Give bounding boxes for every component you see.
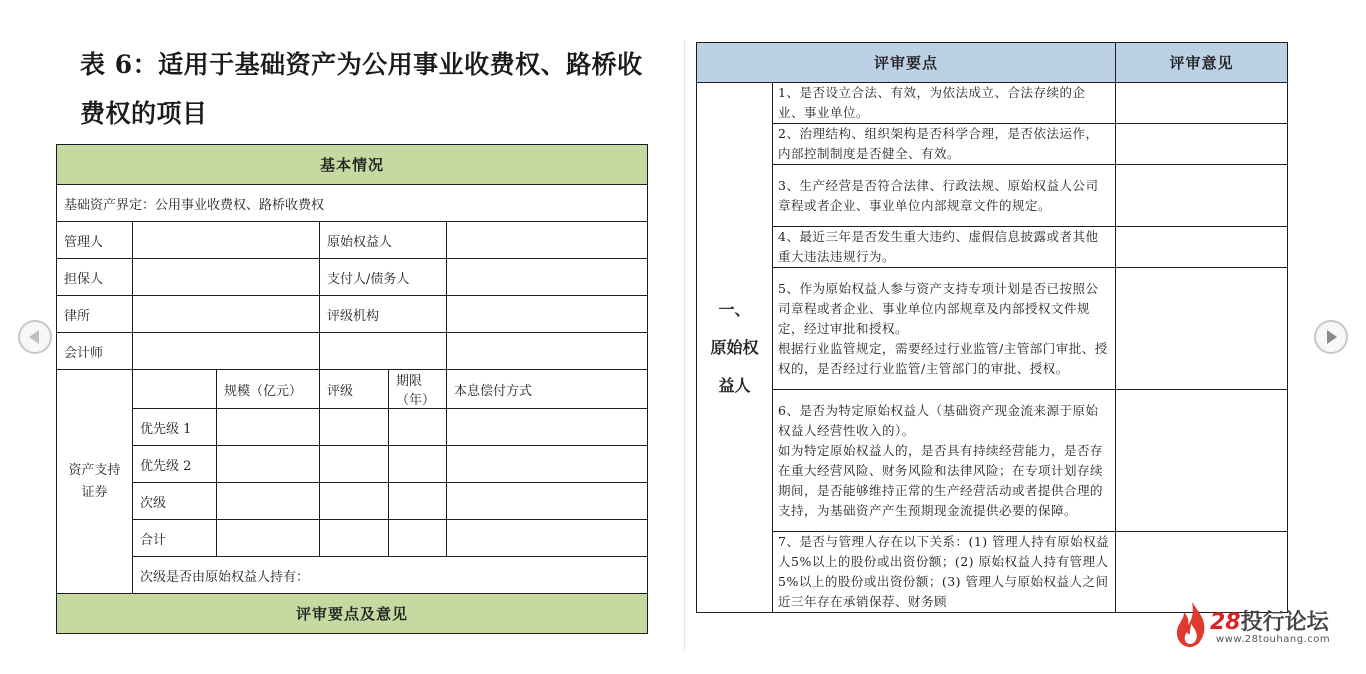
table-row [697, 165, 1288, 227]
tranche-header-blank [133, 370, 217, 409]
cell [447, 409, 648, 446]
column-header: 本息偿付方式 [447, 370, 648, 409]
category-original-rights-holder [697, 83, 773, 613]
party-value [133, 296, 320, 333]
prev-page-button[interactable] [18, 320, 52, 354]
category-line: 一、 [718, 299, 751, 319]
opinion-cell [1116, 165, 1288, 227]
cell [447, 520, 648, 557]
party-value [133, 333, 320, 370]
logo-url: www.28touhang.com [1216, 634, 1331, 645]
cell [320, 409, 389, 446]
cell [447, 483, 648, 520]
chevron-right-icon [1316, 322, 1346, 352]
logo-name: 投行论坛 [1240, 610, 1329, 635]
party-label: 律所 [57, 296, 133, 333]
opinion-cell [1116, 268, 1288, 390]
logo-wordmark [1210, 605, 1329, 636]
cell [320, 520, 389, 557]
table-row [697, 83, 1288, 124]
column-header: 规模（亿元） [217, 370, 320, 409]
page-title [80, 40, 670, 138]
review-item: 3、生产经营是否符合法律、行政法规、原始权益人公司章程或者企业、事业单位内部规章文件的规定。 [773, 165, 1116, 227]
subordinated-note: 次级是否由原始权益人持有： [133, 557, 648, 594]
cell [217, 446, 320, 483]
securities-label: 资产支持证券 [57, 370, 133, 594]
party-label: 会计师 [57, 333, 133, 370]
party-value [447, 222, 648, 259]
next-page-button[interactable] [1314, 320, 1348, 354]
logo-number: 28 [1210, 610, 1241, 635]
title-line-2: 费权的项目 [80, 99, 208, 128]
party-value [133, 222, 320, 259]
basic-info-header: 基本情况 [57, 145, 648, 185]
table-row [57, 520, 648, 557]
party-label: 支付人/债务人 [320, 259, 447, 296]
tranche-label: 优先级 2 [133, 446, 217, 483]
table-row [57, 446, 648, 483]
cell [389, 409, 447, 446]
category-line: 原始权 [710, 337, 759, 357]
review-points-header: 评审要点 [697, 43, 1116, 83]
category-line: 益人 [718, 375, 751, 395]
cell [320, 446, 389, 483]
review-item: 5、作为原始权益人参与资产支持专项计划是否已按照公司章程或者企业、事业单位内部规章及内部授权文件规定，经过审批和授权。 根据行业监管规定，需要经过行业监管/主管部门审批、授权的，是否经过行业监管/主管部门的审批、授权。 [773, 268, 1116, 390]
party-label: 管理人 [57, 222, 133, 259]
party-value [447, 259, 648, 296]
cell [320, 483, 389, 520]
flame-icon [1172, 600, 1212, 650]
cell [217, 520, 320, 557]
cell [389, 520, 447, 557]
column-header: 评级 [320, 370, 389, 409]
table-row [697, 227, 1288, 268]
site-logo[interactable] [1172, 600, 1347, 650]
title-line-1: 表 6：适用于基础资产为公用事业收费权、路桥收 [80, 50, 643, 79]
chevron-left-icon [20, 322, 50, 352]
table-row [57, 409, 648, 446]
table-row [57, 259, 648, 296]
table-row [57, 333, 648, 370]
review-item: 6、是否为特定原始权益人（基础资产现金流来源于原始权益人经营性收入的）。 如为特定原始权益人的，是否具有持续经营能力，是否存在重大经营风险、财务风险和法律风险；在专项计划存续期间，是否能够维持正常的生产经营活动或者提供合理的支持，为基础资产产生预期现金流提供必要的保障。 [773, 390, 1116, 532]
review-item: 1、是否设立合法、有效，为依法成立、合法存续的企业、事业单位。 [773, 83, 1116, 124]
table-row [57, 557, 648, 594]
table-row [697, 390, 1288, 532]
party-label: 原始权益人 [320, 222, 447, 259]
opinion-cell [1116, 227, 1288, 268]
tranche-label: 次级 [133, 483, 217, 520]
cell [217, 483, 320, 520]
party-label: 评级机构 [320, 296, 447, 333]
opinion-cell [1116, 390, 1288, 532]
party-value [447, 296, 648, 333]
review-item: 7、是否与管理人存在以下关系：(1) 管理人持有原始权益人5%以上的股份或出资份额；(2) 原始权益人持有管理人5%以上的股份或出资份额；(3) 管理人与原始权益人之间近三年存在承销保荐、财务顾 [773, 532, 1116, 613]
table-row [697, 268, 1288, 390]
cell [389, 446, 447, 483]
party-value [133, 259, 320, 296]
page-divider [684, 40, 685, 650]
tranche-label: 合计 [133, 520, 217, 557]
cell [447, 446, 648, 483]
review-item: 4、最近三年是否发生重大违约、虚假信息披露或者其他重大违法违规行为。 [773, 227, 1116, 268]
party-label [320, 333, 447, 370]
review-points-footer: 评审要点及意见 [57, 594, 648, 634]
table-row [57, 483, 648, 520]
opinion-cell [1116, 124, 1288, 165]
table-row [57, 222, 648, 259]
column-header: 期限（年） [389, 370, 447, 409]
review-points-table [696, 42, 1288, 613]
opinion-cell [1116, 83, 1288, 124]
basic-info-table [56, 144, 648, 634]
table-row [697, 124, 1288, 165]
cell [389, 483, 447, 520]
tranche-label: 优先级 1 [133, 409, 217, 446]
table-row [57, 296, 648, 333]
review-item: 2、治理结构、组织架构是否科学合理，是否依法运作，内部控制制度是否健全、有效。 [773, 124, 1116, 165]
cell [217, 409, 320, 446]
asset-scope: 基础资产界定：公用事业收费权、路桥收费权 [57, 185, 648, 222]
party-label: 担保人 [57, 259, 133, 296]
table-row [57, 370, 648, 409]
party-value [447, 333, 648, 370]
review-opinion-header: 评审意见 [1116, 43, 1288, 83]
